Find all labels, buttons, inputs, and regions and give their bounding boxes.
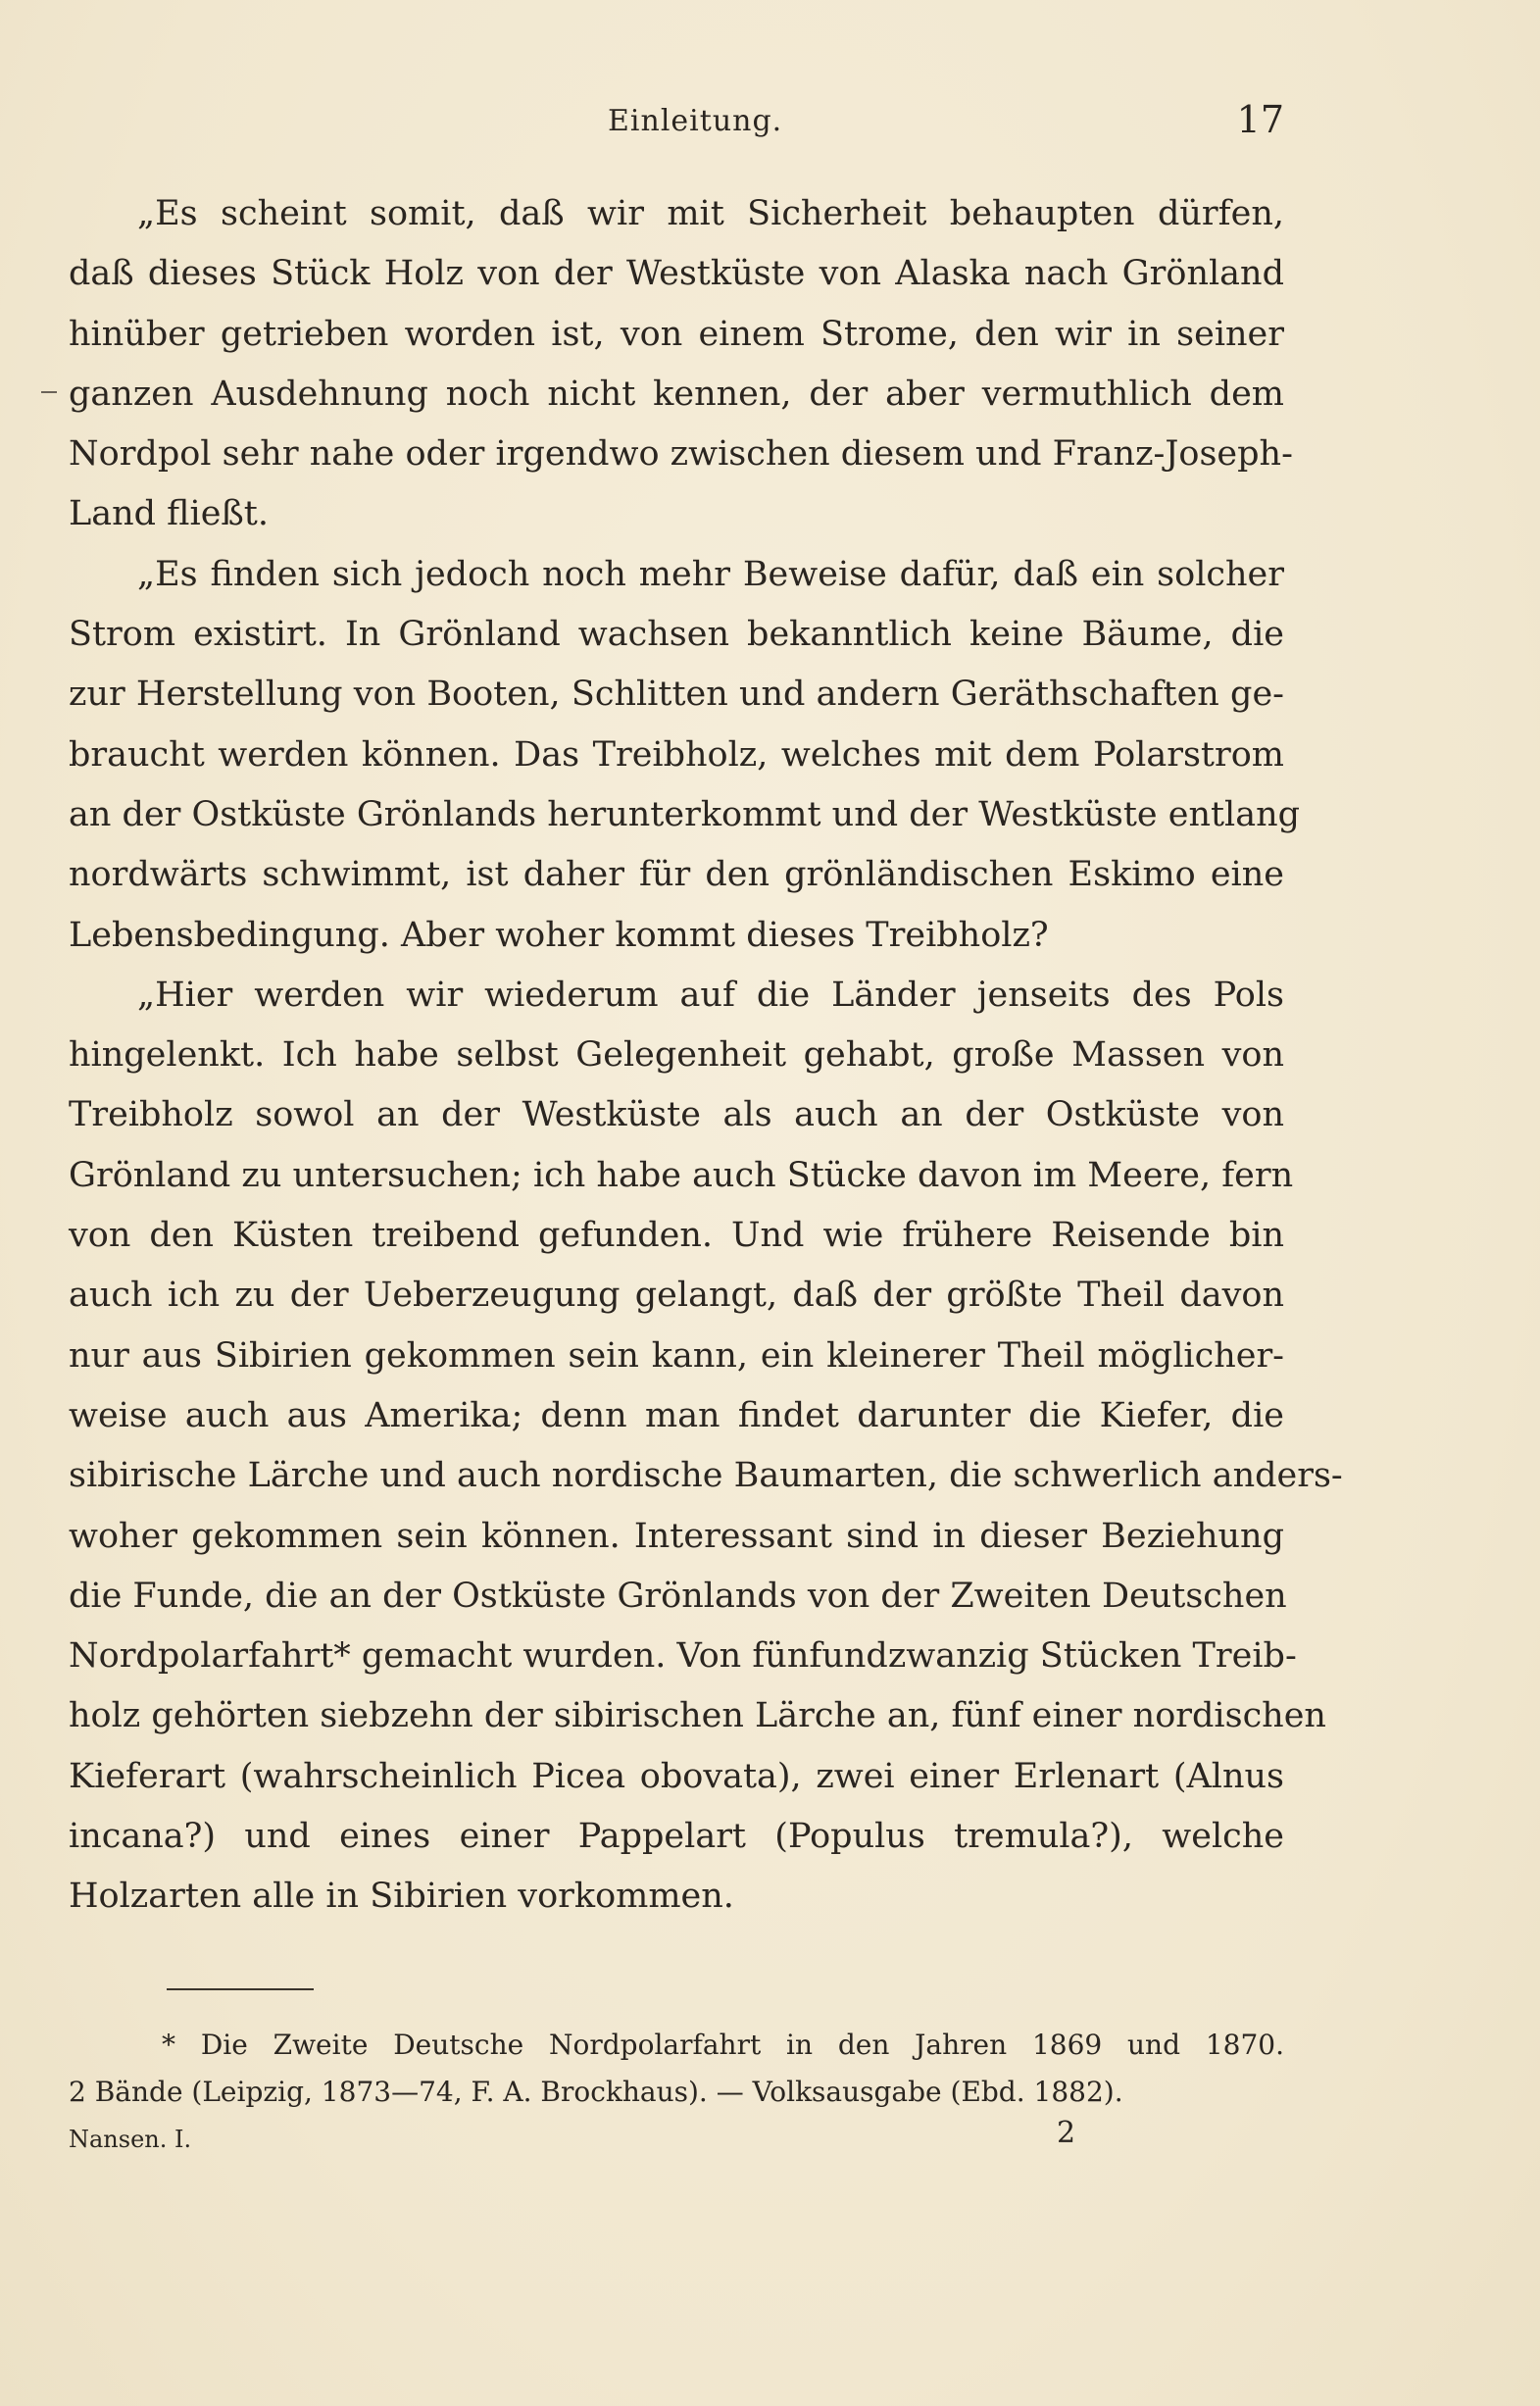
text-line: braucht werden können. Das Treibholz, welches mit dem Polarstrom [69, 734, 1284, 775]
text-line: holz gehörten siebzehn der sibirischen Lärche an, fünf einer nordischen [69, 1696, 1326, 1736]
text-line: Nordpolarfahrt* gemacht wurden. Von fünfundzwanzig Stücken Treib- [69, 1636, 1297, 1677]
text-line: Holzarten alle in Sibirien vorkommen. [69, 1877, 734, 1917]
text-line: „Es finden sich jedoch noch mehr Beweise dafür, daß ein solcher [137, 554, 1284, 594]
text-line: hinüber getrieben worden ist, von einem Strome, den wir in seiner [69, 314, 1284, 354]
text-line: von den Küsten treibend gefunden. Und wie frühere Reisende bin [69, 1216, 1284, 1256]
text-line: zur Herstellung von Booten, Schlitten und andern Geräthschaften ge- [69, 675, 1284, 715]
text-line: incana?) und eines einer Pappelart (Populus tremula?), welche [69, 1817, 1284, 1857]
page-number: 17 [1236, 98, 1284, 141]
text-line: ganzen Ausdehnung noch nicht kennen, der aber vermuthlich dem [69, 374, 1284, 414]
text-line: hingelenkt. Ich habe selbst Gelegenheit gehabt, große Massen von [69, 1035, 1284, 1076]
text-line: Strom existirt. In Grönland wachsen bekanntlich keine Bäume, die [69, 615, 1284, 655]
margin-mark [41, 391, 57, 393]
footnote-rule [167, 1988, 314, 1990]
body-text [69, 184, 1343, 1928]
footnote-line: * Die Zweite Deutsche Nordpolarfahrt in den Jahren 1869 und 1870. [162, 2029, 1284, 2061]
text-line: Kieferart (wahrscheinlich Picea obovata), zwei einer Erlenart (Alnus [69, 1756, 1284, 1796]
text-line: weise auch aus Amerika; denn man findet darunter die Kiefer, die [69, 1395, 1284, 1435]
text-line: Nordpol sehr nahe oder irgendwo zwischen diesem und Franz-Joseph- [69, 434, 1293, 475]
text-line: auch ich zu der Ueberzeugung gelangt, daß der größte Theil davon [69, 1276, 1284, 1316]
text-line: an der Ostküste Grönlands herunterkommt und der Westküste entlang [69, 794, 1301, 834]
text-line: Treibholz sowol an der Westküste als auch an der Ostküste von [69, 1095, 1284, 1135]
signature-sheet-mark: 2 [1057, 2116, 1076, 2150]
text-line: die Funde, die an der Ostküste Grönlands von der Zweiten Deutschen [69, 1576, 1287, 1616]
footnote-line: 2 Bände (Leipzig, 1873—74, F. A. Brockhaus). — Volksausgabe (Ebd. 1882). [69, 2076, 1123, 2108]
text-line: sibirische Lärche und auch nordische Baumarten, die schwerlich anders- [69, 1456, 1343, 1496]
text-line: „Es scheint somit, daß wir mit Sicherheit behaupten dürfen, [137, 194, 1284, 233]
running-head [69, 98, 1284, 147]
text-line: nordwärts schwimmt, ist daher für den grönländischen Eskimo eine [69, 855, 1284, 895]
text-line: „Hier werden wir wiederum auf die Länder jenseits des Pols [137, 975, 1284, 1015]
text-line: Lebensbedingung. Aber woher kommt dieses Treibholz? [69, 915, 1049, 955]
text-line: daß dieses Stück Holz von der Westküste von Alaska nach Grönland [69, 254, 1284, 294]
footnote [69, 2022, 1284, 2116]
running-title: Einleitung. [608, 104, 783, 138]
text-line: Grönland zu untersuchen; ich habe auch Stücke davon im Meere, fern [69, 1155, 1294, 1195]
signature-author: Nansen. I. [69, 2126, 192, 2153]
text-line: Land fließt. [69, 494, 270, 534]
text-line: woher gekommen sein können. Interessant sind in dieser Beziehung [69, 1516, 1284, 1556]
text-line: nur aus Sibirien gekommen sein kann, ein kleinerer Theil möglicher- [69, 1335, 1284, 1376]
